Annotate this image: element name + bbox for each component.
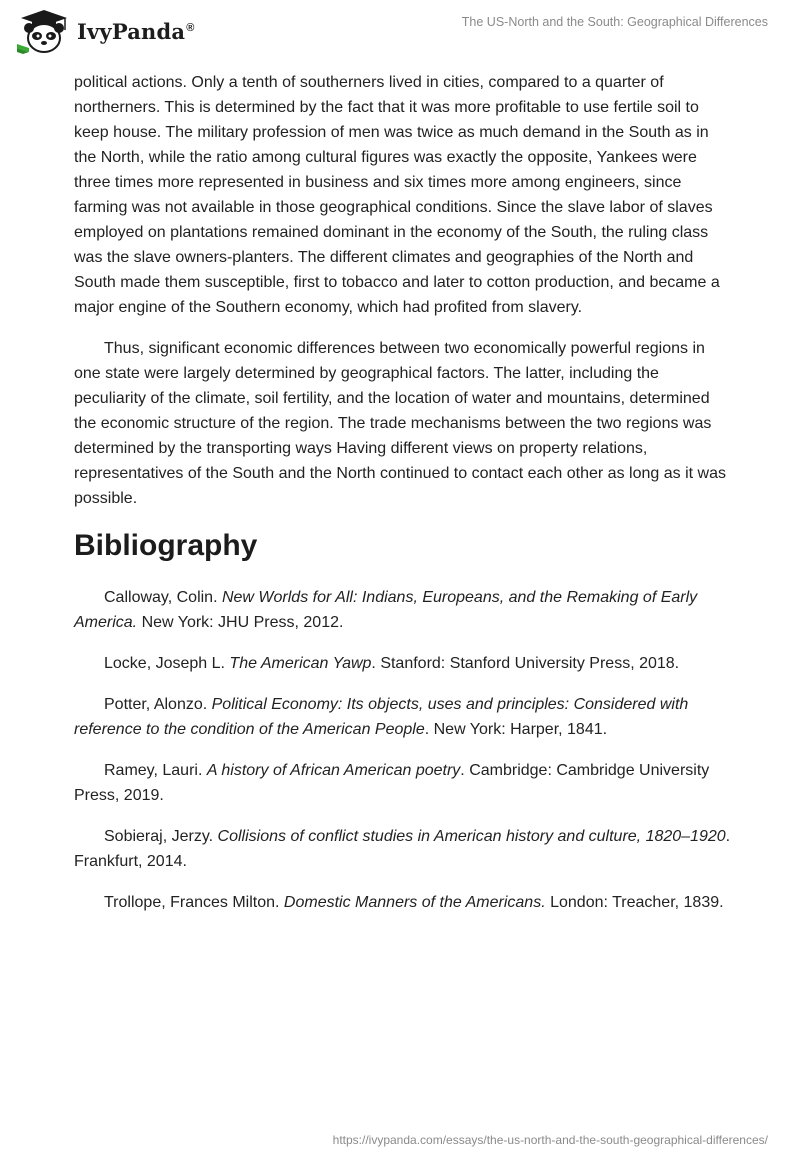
- bibliography-entry: Sobieraj, Jerzy. Collisions of conflict studies in American history and culture, 1820–1920. Frankfurt, 2014.: [74, 828, 731, 870]
- body-paragraph-2: Thus, significant economic differences between two economically powerful regions in one state were largely determined by geographical factors. The latter, including the peculiarity of the climate, soil fertility, and the location of water and mountains, determined the economic structure of the region. The trade mechanisms between the two regions was determined by the transporting ways Having different views on property relations, representatives of the South and the North continued to contact each other as long as it was possible.: [74, 340, 726, 507]
- bibliography-entry: Locke, Joseph L. The American Yawp. Stanford: Stanford University Press, 2018.: [104, 655, 680, 672]
- bibliography-heading: Bibliography: [74, 529, 258, 562]
- panda-graduate-icon: [15, 8, 73, 54]
- bibliography-list: [74, 585, 734, 915]
- source-url-link[interactable]: https://ivypanda.com/essays/the-us-north-and-the-south-geographical-differences/: [332, 1133, 768, 1147]
- bibliography-entry: Potter, Alonzo. Political Economy: Its objects, uses and principles: Considered with reference to the condition of the American People. New York: Harper, 1841.: [74, 696, 689, 738]
- bibliography-entry: Ramey, Lauri. A history of African American poetry. Cambridge: Cambridge University Press, 2019.: [74, 762, 710, 804]
- essay-content: [74, 70, 734, 931]
- brand-logo[interactable]: [15, 8, 195, 54]
- brand-name: IvyPanda®: [77, 18, 195, 44]
- bibliography-entry: Calloway, Colin. New Worlds for All: Indians, Europeans, and the Remaking of Early America. New York: JHU Press, 2012.: [74, 589, 698, 631]
- page-header: [0, 0, 800, 70]
- bibliography-entry: Trollope, Frances Milton. Domestic Manners of the Americans. London: Treacher, 1839.: [104, 894, 724, 911]
- body-paragraph-1: political actions. Only a tenth of southerners lived in cities, compared to a quarter of northerners. This is determined by the fact that it was more profitable to use fertile soil to keep house. The military profession of men was twice as much demand in the South as in the North, while the ratio among cultural figures was exactly the opposite, Yankees were three times more represented in business and six times more among engineers, since farming was not available in those geographical conditions. Since the slave labor of slaves employed on plantations remained dominant in the economy of the South, the ruling class was the slave owners-planters. The different climates and geographies of the North and South made them susceptible, first to tobacco and later to cotton production, and became a major engine of the Southern economy, which had profited from slavery.: [74, 74, 720, 316]
- document-title: The US-North and the South: Geographical Differences: [461, 15, 768, 29]
